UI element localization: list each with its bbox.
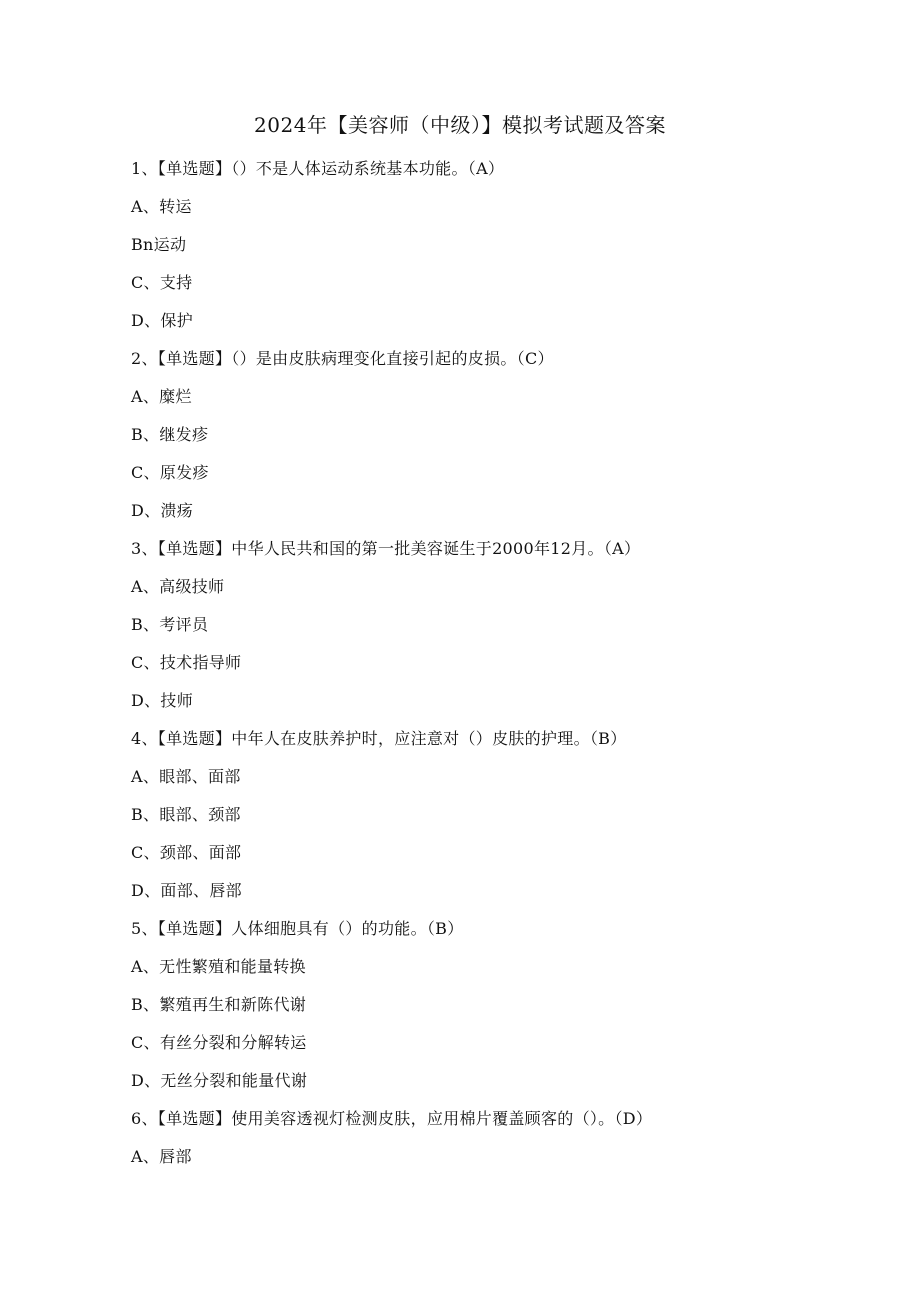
question-stem: 5、【单选题】人体细胞具有（）的功能。（B）	[131, 919, 464, 938]
question-option: D、无丝分裂和能量代谢	[131, 1071, 308, 1090]
question-stem: 2、【单选题】（）是由皮肤病理变化直接引起的皮损。（C）	[131, 349, 554, 368]
page-title: 2024年【美容师（中级）】模拟考试题及答案	[254, 113, 666, 137]
question-option: C、支持	[131, 273, 193, 292]
question-option: B、眼部、颈部	[131, 805, 241, 824]
question-option: Bn运动	[131, 235, 187, 254]
question-option: A、转运	[131, 197, 192, 216]
question-item	[131, 536, 831, 726]
question-stem: 4、【单选题】中年人在皮肤养护时，应注意对（）皮肤的护理。（B）	[131, 729, 627, 748]
question-option: B、考评员	[131, 615, 209, 634]
question-option: D、面部、唇部	[131, 881, 242, 900]
question-option: B、繁殖再生和新陈代谢	[131, 995, 307, 1014]
question-option: C、技术指导师	[131, 653, 242, 672]
question-list	[131, 156, 831, 1182]
question-stem: 1、【单选题】（）不是人体运动系统基本功能。（A）	[131, 159, 505, 178]
question-stem: 6、【单选题】使用美容透视灯检测皮肤，应用棉片覆盖顾客的（）。（D）	[131, 1109, 653, 1128]
question-item	[131, 346, 831, 536]
question-option: A、高级技师	[131, 577, 225, 596]
question-option: D、技师	[131, 691, 194, 710]
question-option: A、无性繁殖和能量转换	[131, 957, 306, 976]
question-item	[131, 1106, 831, 1182]
question-option: D、溃疡	[131, 501, 194, 520]
question-option: C、颈部、面部	[131, 843, 242, 862]
question-option: D、保护	[131, 311, 194, 330]
question-option: A、唇部	[131, 1147, 192, 1166]
question-option: C、原发疹	[131, 463, 209, 482]
question-stem: 3、【单选题】中华人民共和国的第一批美容诞生于2000年12月。（A）	[131, 539, 641, 558]
question-item	[131, 726, 831, 916]
question-option: C、有丝分裂和分解转运	[131, 1033, 307, 1052]
question-option: A、糜烂	[131, 387, 192, 406]
question-item	[131, 156, 831, 346]
question-option: B、继发疹	[131, 425, 209, 444]
question-item	[131, 916, 831, 1106]
question-option: A、眼部、面部	[131, 767, 241, 786]
